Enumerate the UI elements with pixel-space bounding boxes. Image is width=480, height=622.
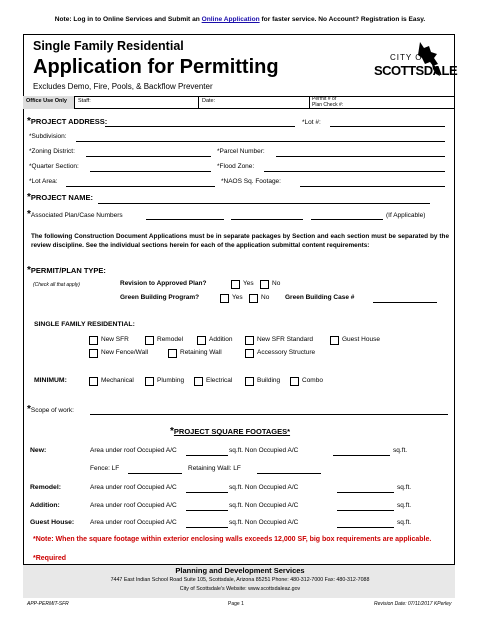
guest-house-label: Guest House [342, 336, 380, 343]
permit-type-text: PERMIT/PLAN TYPE: [30, 266, 106, 275]
naos-label: *NAOS Sq. Footage: [221, 178, 281, 185]
remodel-occ-label: Area under roof Occupied A/C [90, 484, 177, 491]
building-label: Building [257, 377, 281, 384]
project-address-text: PROJECT ADDRESS: [30, 117, 108, 126]
assoc-field-1[interactable] [146, 219, 224, 220]
instructions-text: The following Construction Document Applications must be in separate packages by Section and each section must be separated by the review discipline. See the individual sections herein for each of the application submittal content requirements: [31, 233, 449, 249]
remodel-row-label: Remodel: [30, 484, 61, 491]
required-star: * [27, 209, 31, 220]
addition-nonocc-label: sq.ft. Non Occupied A/C [229, 502, 299, 509]
footer-dept: Planning and Development Services [175, 566, 305, 575]
revision-yes-label: Yes [243, 280, 254, 287]
if-applicable-label: (If Applicable) [386, 212, 426, 219]
remodel-sqft-label: sq.ft. [397, 484, 412, 491]
green-no-checkbox[interactable] [249, 294, 258, 303]
required-star: * [170, 426, 174, 437]
associated-plan-label [27, 210, 123, 220]
zoning-field[interactable] [86, 156, 211, 157]
scope-field[interactable] [90, 414, 448, 415]
footages-heading [170, 427, 290, 437]
retaining-field[interactable] [257, 473, 321, 474]
scope-text: Scope of work: [30, 407, 74, 414]
lot-field[interactable] [330, 126, 445, 127]
minimum-label: MINIMUM: [34, 377, 67, 384]
green-yes-label: Yes [232, 294, 243, 301]
new-sfr-label: New SFR [101, 336, 129, 343]
mechanical-checkbox[interactable] [89, 377, 98, 386]
plumbing-label: Plumbing [157, 377, 185, 384]
combo-checkbox[interactable] [290, 377, 299, 386]
quarter-label: *Quarter Section: [29, 163, 79, 170]
new-label: New: [30, 447, 47, 454]
lot-label: *Lot #: [302, 119, 321, 126]
required-note: *Required [33, 555, 67, 562]
fence-label: Fence: LF [90, 465, 120, 472]
retaining-wall-label: Retaining Wall [180, 349, 222, 356]
city-logo [372, 40, 458, 84]
logo-top-text: CITY OF [390, 53, 429, 62]
new-nonocc-field[interactable] [333, 455, 390, 456]
remodel-nonocc-field[interactable] [337, 492, 394, 493]
associated-plan-text: Associated Plan/Case Numbers [30, 212, 123, 219]
single-family-heading: SINGLE FAMILY RESIDENTIAL: [34, 321, 135, 328]
footer-address: 7447 East Indian School Road Suite 105, Scottsdale, Arizona 85251 Phone: 480-312-7000 Fax: 480-312-7088 [110, 577, 370, 583]
green-question: Green Building Program? [120, 294, 200, 301]
flood-field[interactable] [264, 171, 445, 172]
remodel-occ-field[interactable] [186, 492, 228, 493]
guest-sqft-label: sq.ft. [397, 519, 412, 526]
guest-nonocc-field[interactable] [337, 527, 394, 528]
combo-label: Combo [302, 377, 323, 384]
guest-nonocc-label: sq.ft. Non Occupied A/C [229, 519, 299, 526]
parcel-label: *Parcel Number: [217, 148, 265, 155]
top-note-text: Note: Log in to Online Services and Submit an [54, 16, 202, 23]
plumbing-checkbox[interactable] [145, 377, 154, 386]
new-sfr-standard-checkbox[interactable] [245, 336, 254, 345]
project-name-text: PROJECT NAME: [30, 193, 93, 202]
zoning-label: *Zoning District: [29, 148, 75, 155]
addition-label: Addition [209, 336, 233, 343]
office-divider [198, 96, 199, 109]
retaining-wall-checkbox[interactable] [168, 349, 177, 358]
addition-nonocc-field[interactable] [337, 510, 394, 511]
footer-website: City of Scottsdale's Website: www.scottsdaleaz.gov [179, 586, 301, 592]
form-title: Application for Permitting [33, 56, 279, 78]
required-star: * [27, 192, 31, 203]
revision-date: Revision Date: 07/11/2017 KPerley [374, 601, 452, 607]
addition-row-label: Addition: [30, 502, 60, 509]
guest-occ-field[interactable] [186, 527, 228, 528]
naos-field[interactable] [300, 186, 445, 187]
excludes-note: Excludes Demo, Fire, Pools, & Backflow Preventer [33, 82, 213, 91]
flood-label: *Flood Zone: [217, 163, 255, 170]
project-address-label [27, 117, 107, 127]
revision-question: Revision to Approved Plan? [120, 280, 207, 287]
new-sfr-standard-label: New SFR Standard [257, 336, 313, 343]
revision-yes-checkbox[interactable] [231, 280, 240, 289]
office-divider [309, 96, 310, 109]
required-star: * [27, 404, 31, 415]
page-number: Page 1 [228, 601, 244, 607]
logo-bottom-text: SCOTTSDALE [374, 63, 458, 78]
green-yes-checkbox[interactable] [220, 294, 229, 303]
electrical-label: Electrical [206, 377, 233, 384]
building-checkbox[interactable] [245, 377, 254, 386]
remodel-nonocc-label: sq.ft. Non Occupied A/C [229, 484, 299, 491]
project-address-field[interactable] [105, 126, 295, 127]
form-id: APP-PERMIT-SFR [27, 601, 69, 607]
new-nonocc-label: sq.ft. Non Occupied A/C [229, 447, 299, 454]
new-sqft-label: sq.ft. [393, 447, 408, 454]
permit-label-1: Permit # or [312, 95, 337, 102]
fence-field[interactable] [128, 473, 182, 474]
required-star: * [27, 116, 31, 127]
subdivision-label: *Subdivision: [29, 133, 67, 140]
staff-label: Staff: [78, 98, 91, 104]
remodel-checkbox[interactable] [145, 336, 154, 345]
online-application-link[interactable]: Online Application [201, 16, 260, 23]
assoc-field-3[interactable] [311, 219, 383, 220]
assoc-field-2[interactable] [231, 219, 303, 220]
new-fence-wall-checkbox[interactable] [89, 349, 98, 358]
addition-occ-field[interactable] [186, 510, 228, 511]
new-sfr-checkbox[interactable] [89, 336, 98, 345]
scope-label [27, 405, 74, 415]
office-use-label: Office Use Only [26, 98, 67, 104]
electrical-checkbox[interactable] [194, 377, 203, 386]
green-case-field[interactable] [373, 302, 437, 303]
top-note-text-end: for faster service. No Account? Registration is Easy. [259, 16, 426, 23]
new-fence-wall-label: New Fence/Wall [101, 349, 149, 356]
revision-no-checkbox[interactable] [260, 280, 269, 289]
green-case-label: Green Building Case # [285, 294, 355, 301]
required-star: * [27, 265, 31, 276]
remodel-label: Remodel [157, 336, 184, 343]
parcel-field[interactable] [276, 156, 445, 157]
big-box-note: *Note: When the square footage within exterior enclosing walls exceeds 12,000 SF, big box requirements are applicable. [33, 536, 432, 543]
revision-no-label: No [272, 280, 281, 287]
permit-label-2: Plan Check #: [312, 101, 344, 108]
retaining-label: Retaining Wall: LF [188, 465, 241, 472]
quarter-field[interactable] [90, 171, 211, 172]
guest-occ-label: Area under roof Occupied A/C [90, 519, 177, 526]
check-all-note: (Check all that apply) [33, 282, 80, 288]
footages-text: PROJECT SQUARE FOOTAGES* [173, 427, 291, 436]
accessory-structure-label: Accessory Structure [257, 349, 316, 356]
accessory-structure-checkbox[interactable] [245, 349, 254, 358]
project-name-label [27, 193, 93, 203]
mechanical-label: Mechanical [101, 377, 134, 384]
new-occ-label: Area under roof Occupied A/C [90, 447, 177, 454]
form-subtitle: Single Family Residential [33, 39, 184, 53]
addition-occ-label: Area under roof Occupied A/C [90, 502, 177, 509]
addition-sqft-label: sq.ft. [397, 502, 412, 509]
lot-area-label: *Lot Area: [29, 178, 58, 185]
date-label: Date: [202, 98, 216, 104]
permit-type-heading [27, 266, 106, 276]
new-occ-field[interactable] [186, 455, 228, 456]
addition-checkbox[interactable] [197, 336, 206, 345]
top-note [0, 17, 480, 24]
guest-row-label: Guest House: [30, 519, 75, 526]
green-no-label: No [261, 294, 270, 301]
lot-area-field[interactable] [66, 186, 215, 187]
project-name-field[interactable] [98, 203, 430, 204]
guest-house-checkbox[interactable] [330, 336, 339, 345]
subdivision-field[interactable] [76, 141, 445, 142]
